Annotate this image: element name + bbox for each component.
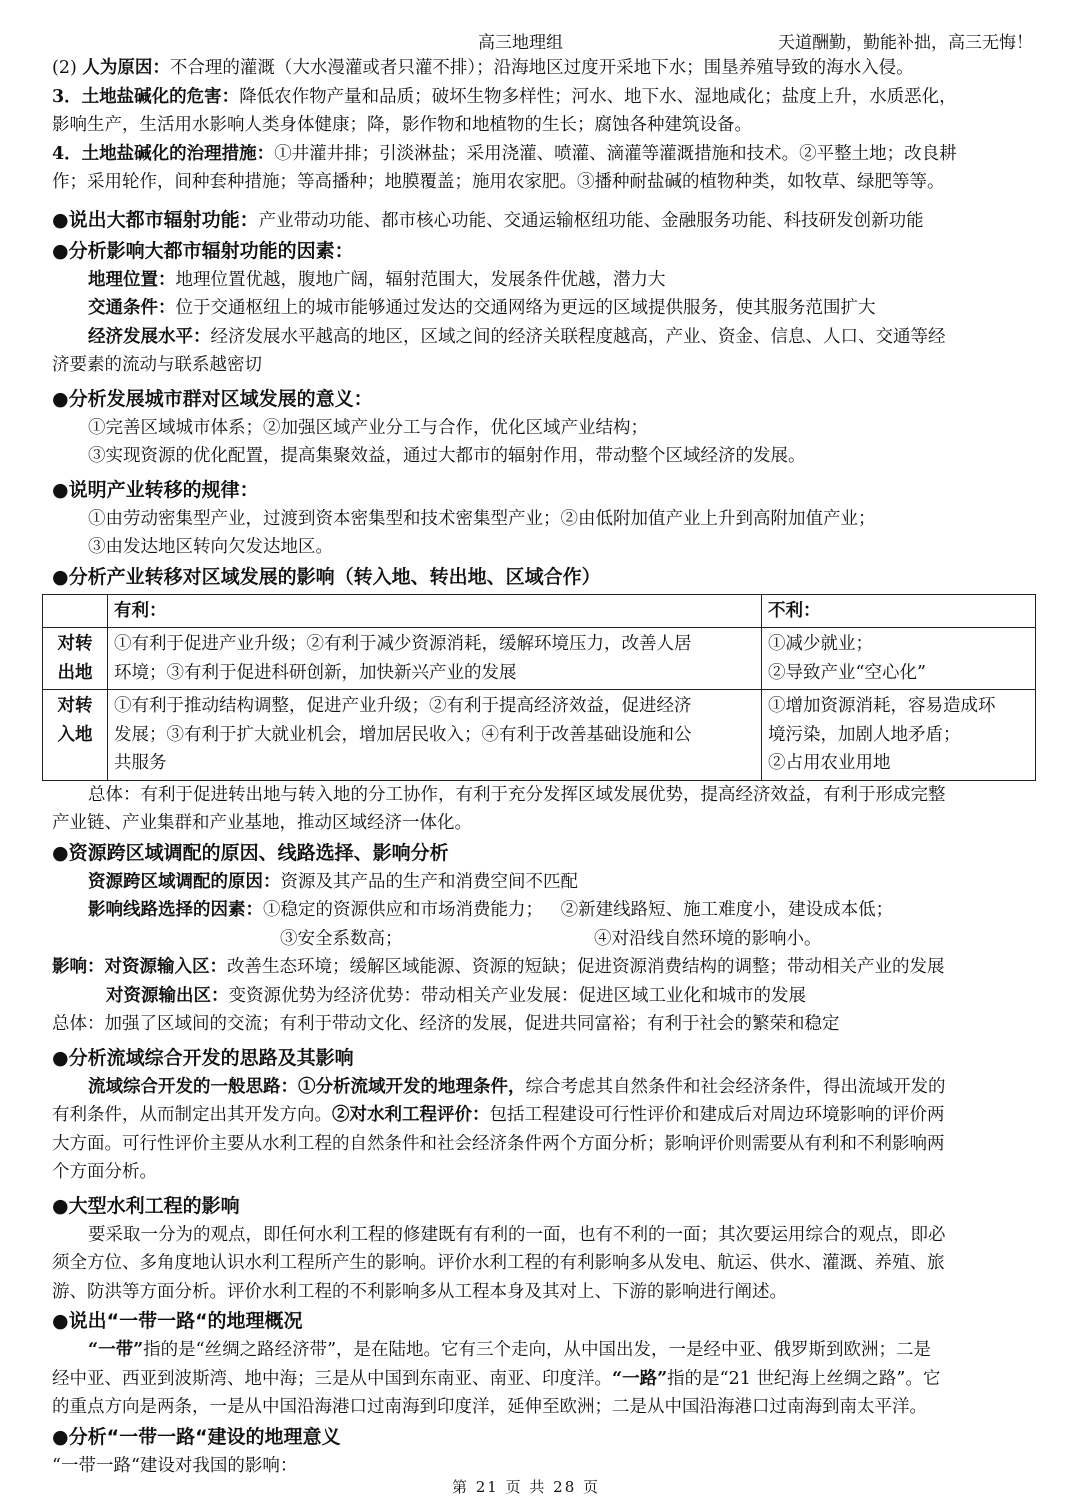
table-header-row	[43, 594, 1036, 628]
cell-line: 境污染，加剧人地矛盾；	[768, 724, 961, 745]
city-cluster-line-1: ①完善区域城市体系；②加强区域产业分工与合作，优化区域产业结构；	[88, 417, 648, 438]
cell-line: 发展；③有利于扩大就业机会，增加居民收入；④有利于改善基础设施和公	[114, 724, 692, 745]
belt-road-line-2-text: 经中亚、西亚到波斯湾、地中海；三是从中国到东南亚、南亚、印度洋。	[52, 1368, 612, 1389]
metro-factors-heading: ●分析影响大都市辐射功能的因素：	[52, 239, 354, 262]
resource-reason	[52, 868, 1032, 897]
metro-traffic-label: 交通条件：	[88, 298, 176, 318]
belt-label: “一带”	[88, 1340, 144, 1360]
row-label-line: 对转	[57, 696, 93, 716]
transfer-impact-heading: ●分析产业转移对区域发展的影响（转入地、转出地、区域合作）	[52, 565, 601, 588]
table-row	[43, 690, 1036, 781]
water-project-line-1: 要采取一分为的观点，即任何水利工程的修建既有有利的一面，也有不利的一面；其次要运用综合的观点，即必	[88, 1224, 946, 1245]
resource-route-3: ③安全系数高；	[280, 928, 403, 949]
cell-line: ①有利于推动结构调整，促进产业升级；②有利于提高经济效益，促进经济	[114, 696, 692, 716]
resource-route-1: ①稳定的资源供应和市场消费能力；	[263, 900, 543, 920]
saline-harm-text-1: 降低农作物产量和品质；破坏生物多样性；河水、地下水、湿地咸化；盐度上升，水质恶化，	[239, 86, 957, 107]
transfer-impact-table	[42, 594, 1036, 781]
transfer-rules-line-2: ③由发达地区转向欠发达地区。	[88, 537, 333, 557]
basin-line-2-text: 有利条件，从而制定出其开发方向。	[52, 1105, 332, 1125]
resource-output-text: 变资源优势为经济优势：带动相关产业发展：促进区域工业化和城市的发展	[228, 985, 806, 1006]
belt-road-line-2	[52, 1365, 1032, 1394]
resource-summary: 总体：加强了区域间的交流；有利于带动文化、经济的发展，促进共同富裕；有利于社会的繁荣和稳定	[52, 1014, 840, 1034]
transfer-rules-heading: ●说明产业转移的规律：	[52, 478, 259, 501]
basin-line-2-rest: 包括工程建设可行性评价和建成后对周边环境影响的评价两	[489, 1105, 945, 1125]
table-row-label	[43, 690, 108, 781]
basin-line-1-bold: 流域综合开发的一般思路：①分析流域开发的地理条件，	[88, 1076, 526, 1097]
resource-input-label: 对资源输入区：	[104, 957, 227, 977]
resource-heading: ●资源跨区域调配的原因、线路选择、影响分析	[52, 841, 449, 864]
city-cluster-heading: ●分析发展城市群对区域发展的意义：	[52, 387, 373, 410]
metro-factor-geo	[52, 266, 1032, 295]
basin-line-3: 大方面。可行性评价主要从水利工程的自然条件和社会经济条件两个方面分析；影响评价则需要从有利和不利影响两	[52, 1133, 945, 1154]
saline-fix-label: 4．土地盐碱化的治理措施：	[52, 143, 275, 164]
basin-line-2	[52, 1101, 1032, 1130]
metro-functions	[52, 205, 1032, 236]
metro-geo-label: 地理位置：	[88, 269, 176, 290]
transfer-summary-1: 总体：有利于促进转出地与转入地的分工协作，有利于充分发挥区域发展优势，提高经济效益，有利于形成完整	[88, 784, 946, 805]
basin-line-1-text: 综合考虑其自然条件和社会经济条件，得出流域开发的	[525, 1076, 946, 1097]
metro-geo-text: 地理位置优越，腹地广阔，辐射范围大，发展条件优越，潜力大	[175, 269, 666, 290]
page-content	[52, 54, 1032, 1480]
saline-harm-label: 3．土地盐碱化的危害：	[52, 86, 240, 107]
cell-line: ②导致产业“空心化”	[768, 662, 926, 683]
cell-line: ①增加资源消耗，容易造成环	[768, 696, 996, 716]
road-label: “一路”	[612, 1368, 668, 1389]
row-label-line: 对转	[57, 634, 93, 654]
saline-fix-text-1: ①井灌井排；引淡淋盐；采用浇灌、喷灌、滴灌等灌溉措施和技术。②平整土地；改良耕	[274, 143, 957, 164]
metro-econ-text-1: 经济发展水平越高的地区，区域之间的经济关联程度越高，产业、资金、信息、人口、交通等经	[210, 326, 946, 347]
metro-econ-label: 经济发展水平：	[88, 326, 211, 347]
cell-line: 共服务	[114, 753, 167, 773]
saline-human-prefix: (2)	[52, 58, 77, 78]
belt-road-line-3: 的重点方向是两条，一是从中国沿海港口过南海到印度洋，延伸至欧洲；二是从中国沿海港口过南海到南太平洋。	[52, 1397, 927, 1417]
saline-fix-text-2: 作；采用轮作，间种套种措施；等高播种；地膜覆盖；施用农家肥。③播种耐盐碱的植物种类，如牧草、绿肥等等。	[52, 172, 945, 192]
table-row-label	[43, 628, 108, 690]
resource-route-label: 影响线路选择的因素：	[88, 900, 263, 920]
basin-line-2-bold: ②对水利工程评价：	[332, 1105, 490, 1125]
basin-line-4: 个方面分析。	[52, 1162, 157, 1182]
saline-human-cause	[52, 54, 1032, 83]
belt-road-line-1-text: 指的是“丝绸之路经济带”，是在陆地。它有三个走向，从中国出发，一是经中亚、俄罗斯到欧洲；二是	[143, 1340, 932, 1360]
resource-route-2: ②新建线路短、施工难度小，建设成本低；	[560, 900, 894, 920]
header-motto: 天道酬勤，勤能补拙，高三无悔！	[778, 33, 1033, 53]
transfer-summary-2: 产业链、产业集群和产业基地，推动区域经济一体化。	[52, 813, 472, 833]
belt-road-meaning-line-1: “一带一路“建设对我国的影响：	[52, 1455, 298, 1476]
belt-road-line-1	[52, 1336, 1032, 1365]
metro-functions-heading: ●说出大都市辐射功能：	[52, 208, 259, 231]
metro-factor-traffic	[52, 294, 1032, 323]
saline-harm	[52, 83, 1032, 112]
saline-human-text: 不合理的灌溉（大水漫灌或者只灌不排）；沿海地区过度开采地下水；围垦养殖导致的海水入侵。	[169, 58, 914, 78]
belt-road-heading: ●说出“一带一路“的地理概况	[52, 1310, 303, 1332]
table-header-pro: 有利：	[108, 594, 762, 628]
saline-human-label: 人为原因：	[82, 58, 170, 78]
table-cell-pro	[108, 628, 762, 690]
water-project-line-3: 游、防洪等方面分析。评价水利工程的不利影响多从工程本身及其对上、下游的影响进行阐述。	[52, 1281, 787, 1302]
table-corner-cell	[43, 594, 108, 628]
table-cell-con	[762, 690, 1036, 781]
cell-line: ①有利于促进产业升级；②有利于减少资源消耗，缓解环境压力，改善人居	[114, 634, 692, 654]
basin-heading: ●分析流域综合开发的思路及其影响	[52, 1046, 354, 1069]
cell-line: ①减少就业；	[768, 634, 873, 654]
resource-reason-label: 资源跨区域调配的原因：	[88, 871, 281, 892]
metro-functions-text: 产业带动功能、都市核心功能、交通运输枢纽功能、金融服务功能、科技研发创新功能	[258, 210, 924, 231]
resource-route-4: ④对沿线自然环境的影响小。	[594, 928, 822, 949]
resource-impact-label: 影响：	[52, 957, 105, 977]
metro-factor-econ	[52, 323, 1032, 352]
metro-econ-text-2: 济要素的流动与联系越密切	[52, 355, 262, 375]
row-label-line: 入地	[57, 724, 93, 745]
basin-line-1	[52, 1073, 1032, 1102]
cell-line: ②占用农业用地	[768, 753, 891, 773]
belt-road-line-2-rest: 指的是“21 世纪海上丝绸之路”。它	[667, 1368, 941, 1389]
water-project-line-2: 须全方位、多角度地认识水利工程所产生的影响。评价水利工程的有利影响多从发电、航运、供水、灌溉、养殖、旅	[52, 1253, 945, 1273]
table-cell-pro	[108, 690, 762, 781]
cell-line: 环境；③有利于促进科研创新，加快新兴产业的发展	[114, 662, 517, 683]
resource-output-label: 对资源输出区：	[106, 985, 229, 1006]
saline-fix	[52, 140, 1032, 169]
saline-harm-text-2: 影响生产，生活用水影响人类身体健康；降，影作物和地植物的生长；腐蚀各种建筑设备。	[52, 115, 752, 135]
row-label-line: 出地	[57, 662, 93, 683]
table-header-con: 不利：	[762, 594, 1036, 628]
metro-traffic-text: 位于交通枢纽上的城市能够通过发达的交通网络为更远的区域提供服务，使其服务范围扩大	[175, 298, 876, 318]
belt-road-meaning-heading: ●分析“一带一路“建设的地理意义	[52, 1425, 341, 1448]
resource-impact-input	[52, 953, 1032, 982]
table-cell-con	[762, 628, 1036, 690]
city-cluster-line-2: ③实现资源的优化配置，提高集聚效益，通过大都市的辐射作用，带动整个区域经济的发展。	[88, 446, 806, 466]
resource-impact-output	[52, 982, 1032, 1011]
resource-route-row-2	[52, 925, 1032, 954]
resource-input-text: 改善生态环境；缓解区域能源、资源的短缺；促进资源消费结构的调整；带动相关产业的发展	[227, 957, 945, 977]
header-group-name: 高三地理组	[478, 33, 563, 53]
water-project-heading: ●大型水利工程的影响	[52, 1194, 240, 1217]
transfer-rules-line-1: ①由劳动密集型产业，过渡到资本密集型和技术密集型产业；②由低附加值产业上升到高附加值产业；	[88, 508, 876, 529]
table-row	[43, 628, 1036, 690]
resource-route	[52, 896, 1032, 925]
resource-reason-text: 资源及其产品的生产和消费空间不匹配	[280, 871, 578, 892]
page-number: 第 21 页 共 28 页	[452, 1478, 601, 1496]
